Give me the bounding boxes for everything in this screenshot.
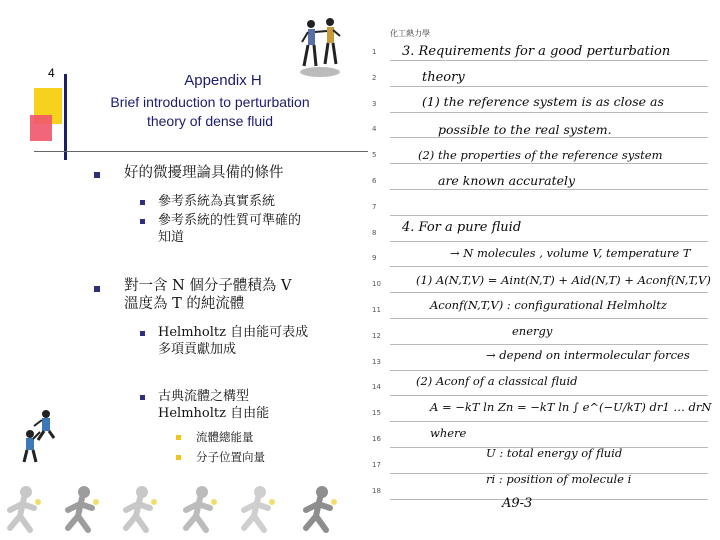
ruled-line	[390, 266, 708, 267]
bullet-subsub: 分子位置向量	[196, 450, 265, 464]
bullet-pure-fluid	[124, 277, 292, 313]
runner-icon	[118, 484, 162, 540]
bullet-marker	[94, 172, 100, 178]
line-number: 9	[372, 254, 377, 263]
ruled-line	[390, 421, 708, 422]
bullet-line: Helmholtz 自由能可表成	[158, 325, 309, 340]
note-line: (1) A(N,T,V) = Aint(N,T) + Aid(N,T) + Aconf(N,T,V)	[416, 273, 711, 287]
slide-subtitle	[88, 93, 332, 131]
ruled-line	[390, 86, 708, 87]
line-number: 1	[372, 48, 377, 56]
line-number: 11	[372, 306, 381, 314]
climber-figures-icon	[12, 408, 64, 464]
bullet-sub	[158, 388, 269, 422]
ruled-line	[390, 292, 708, 293]
note-line: 4. For a pure fluid	[402, 220, 522, 235]
runner-row	[0, 484, 368, 540]
subtitle-line: theory of dense fluid	[146, 113, 274, 129]
bullet-marker	[140, 395, 145, 400]
bullet-marker	[140, 219, 145, 224]
ruled-line	[390, 344, 708, 345]
runner-icon	[178, 484, 222, 540]
bullet-line: 知道	[158, 230, 185, 245]
bullet-subsub: 流體總能量	[196, 430, 254, 444]
ruled-line	[390, 215, 708, 216]
line-number: 3	[372, 99, 377, 108]
bullet-marker	[176, 435, 181, 440]
line-number: 7	[372, 202, 377, 211]
runner-icon	[2, 484, 46, 540]
ruled-line	[390, 163, 708, 164]
note-line: U : total energy of fluid	[486, 446, 623, 460]
ruled-line	[390, 241, 708, 242]
line-number: 2	[372, 73, 377, 82]
bullet-line: 多項貢獻加成	[158, 342, 237, 357]
bullet-marker	[176, 455, 181, 460]
bullet-line: 參考系統的性質可準確的	[158, 213, 302, 228]
decor-vertical-line	[64, 74, 67, 160]
bullet-marker	[94, 286, 100, 292]
slide-number: 4	[48, 66, 55, 80]
note-line: Aconf(N,T,V) : configurational Helmholtz	[430, 298, 667, 312]
note-line: are known accurately	[438, 173, 576, 188]
line-number: 16	[372, 435, 381, 443]
notes-header: 化工熱力學	[390, 29, 430, 38]
ruled-line	[390, 499, 708, 500]
page-label: A9-3	[502, 496, 533, 511]
line-number: 6	[372, 177, 377, 185]
subtitle-line: Brief introduction to perturbation	[110, 94, 310, 110]
bullet-marker	[140, 331, 145, 336]
bullet-line: 溫度為 T 的純流體	[124, 296, 245, 312]
mascot-figures-icon	[298, 14, 344, 78]
bullet-sub	[158, 324, 308, 358]
runner-icon	[298, 484, 342, 540]
slide-title: Appendix H	[184, 72, 262, 89]
note-line: ri : position of molecule i	[486, 472, 632, 486]
ruled-line	[390, 112, 708, 113]
decor-red-square	[30, 115, 52, 141]
ruled-line	[390, 395, 708, 396]
ruled-line	[390, 189, 708, 190]
note-line: 3. Requirements for a good perturbation	[402, 44, 671, 59]
runner-icon	[60, 484, 104, 540]
runner-icon	[236, 484, 280, 540]
note-line: A = −kT ln Zn = −kT ln ∫ e^(−U/kT) dr1 … drN	[430, 400, 712, 414]
note-line: → depend on intermolecular forces	[486, 348, 690, 362]
ruled-line	[390, 318, 708, 319]
ruled-line	[390, 60, 708, 61]
decor-horizontal-line	[34, 151, 368, 152]
line-number: 12	[372, 331, 381, 340]
bullet-line: 古典流體之構型	[158, 389, 250, 404]
note-line: theory	[422, 70, 465, 85]
ruled-line	[390, 370, 708, 371]
note-line: (1) the reference system is as close as	[422, 94, 664, 109]
line-number: 4	[372, 125, 377, 134]
bullet-sub	[158, 212, 301, 246]
note-line: → N molecules , volume V, temperature T	[450, 246, 691, 260]
note-line: where	[430, 426, 467, 440]
note-line: (2) the properties of the reference system	[418, 148, 663, 162]
bullet-requirements: 好的微擾理論具備的條件	[124, 165, 284, 181]
line-number: 8	[372, 228, 377, 237]
ruled-line	[390, 137, 708, 138]
line-number: 13	[372, 357, 381, 366]
line-number: 15	[372, 409, 381, 418]
note-line: energy	[512, 324, 553, 338]
line-number: 10	[372, 280, 381, 289]
bullet-sub: 參考系統為真實系統	[158, 194, 276, 209]
bullet-marker	[140, 200, 145, 205]
bullet-line: Helmholtz 自由能	[158, 406, 270, 421]
line-number: 17	[372, 460, 381, 469]
handwritten-notes	[368, 30, 720, 540]
bullet-line: 對一含 N 個分子體積為 V	[124, 278, 292, 294]
note-line: (2) Aconf of a classical fluid	[416, 374, 578, 388]
line-number: 5	[372, 151, 377, 160]
line-number: 14	[372, 383, 381, 392]
note-line: possible to the real system.	[438, 122, 612, 137]
line-number: 18	[372, 486, 381, 495]
